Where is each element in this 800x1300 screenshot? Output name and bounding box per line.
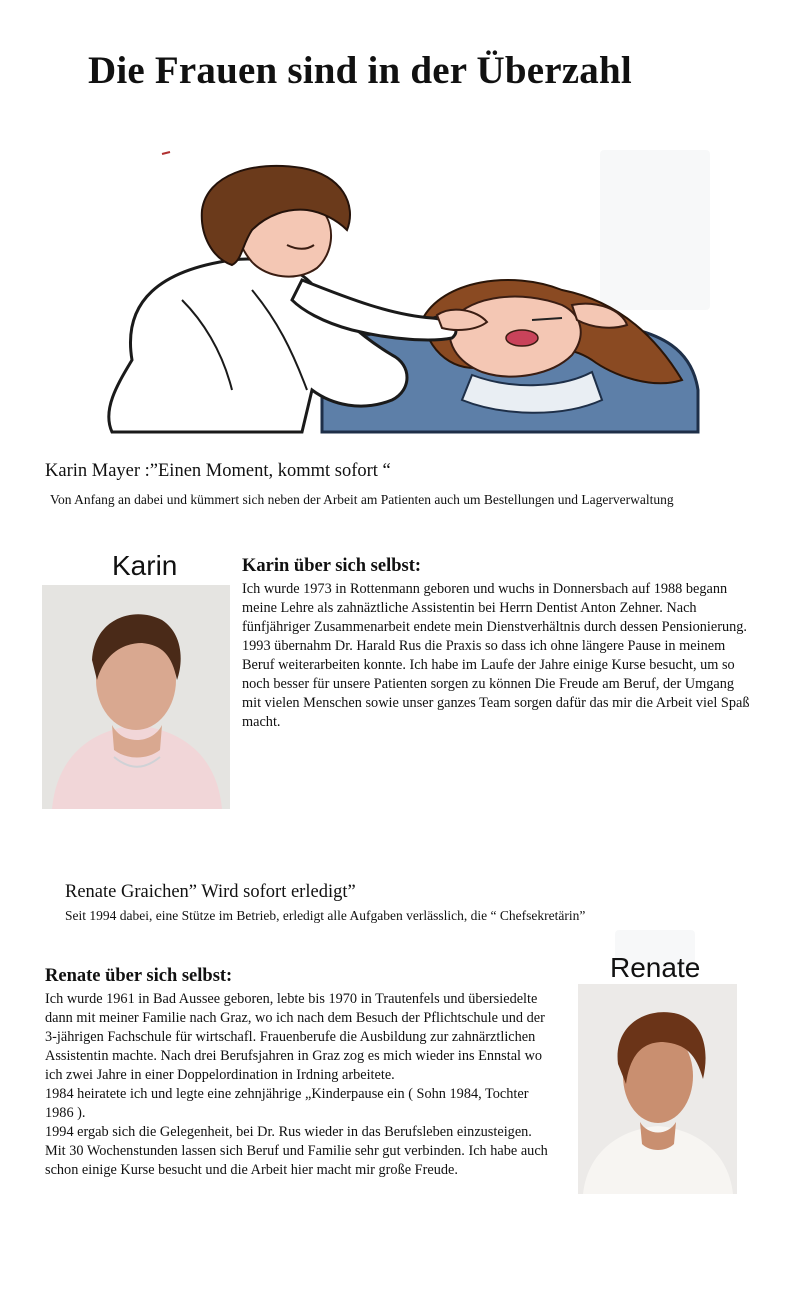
renate-bio-paragraph-3: 1994 ergab sich die Gelegenheit, bei Dr. Rus wieder in das Berufsleben einzusteigen. Mit 30 Wochenstunden lassen sich Beruf und Familie sehr gut verbinden. Ich habe auch schon einige Kurse besucht und die Arbeit hier macht mir große Freude. — [45, 1124, 548, 1178]
renate-name-label: Renate — [610, 952, 701, 983]
renate-photo — [578, 984, 737, 1194]
dentist-illustration — [92, 150, 702, 440]
renate-quote-title: Renate Graichen” Wird sofort erledigt” — [65, 882, 356, 902]
karin-bio-paragraph-2: 1993 übernahm Dr. Harald Rus die Praxis so dass ich ohne längere Pause in meinem Beruf weiterarbeiten konnte. Ich habe im Laufe der Jahre einige Kurse besucht, um so noch besser für unsere Patienten sorgen zu können Die Freude am Beruf, der Umgang mit vielen Menschen sowie unser ganzes Team sorgen dafür das mir die Arbeit viel Spaß macht. — [242, 638, 750, 730]
page-title: Die Frauen sind in der Überzahl — [88, 49, 632, 92]
karin-photo — [42, 585, 230, 809]
renate-bio — [45, 990, 555, 1180]
karin-section-title: Karin über sich selbst: — [242, 556, 422, 576]
karin-quote-desc: Von Anfang an dabei und kümmert sich neben der Arbeit am Patienten auch um Bestellungen und Lagerverwaltung — [50, 492, 674, 507]
renate-section-title: Renate über sich selbst: — [45, 966, 233, 986]
karin-bio-paragraph-1: Ich wurde 1973 in Rottenmann geboren und wuchs in Donnersbach auf 1988 begann meine Lehre als zahnäztliche Assistentin bei Herrn Dentist Anton Zehner. Nach fünfjähriger Zusammenarbeit endete mein Dienstverhältnis durch dessen Pensionierung. — [242, 581, 748, 635]
renate-quote-desc: Seit 1994 dabei, eine Stütze im Betrieb, erledigt alle Aufgaben verlässlich, die “ Chefsekretärin” — [65, 908, 586, 923]
karin-quote-title: Karin Mayer :”Einen Moment, kommt sofort “ — [45, 461, 391, 481]
renate-bio-paragraph-2: 1984 heiratete ich und legte eine zehnjährige „Kinderpause ein ( Sohn 1984, Tochter 1986 ). — [45, 1086, 529, 1121]
karin-bio — [242, 580, 750, 732]
renate-portrait — [578, 984, 737, 1194]
karin-portrait — [42, 585, 230, 809]
karin-name-label: Karin — [112, 550, 178, 581]
renate-bio-paragraph-1: Ich wurde 1961 in Bad Aussee geboren, lebte bis 1970 in Trautenfels und übersiedelte dann mit meiner Familie nach Graz, wo ich nach dem Besuch der Pflichtschule und der 3-jährigen Fachschule für wirtschafl. Frauenberufe die Ausbildung zur zahnärztlichen Assistentin machte. Nach drei Berufsjahren in Graz zog es mich wieder ins Ennstal wo ich zwei Jahre in einer Doppelordination in Irdning arbeitete. — [45, 991, 545, 1083]
